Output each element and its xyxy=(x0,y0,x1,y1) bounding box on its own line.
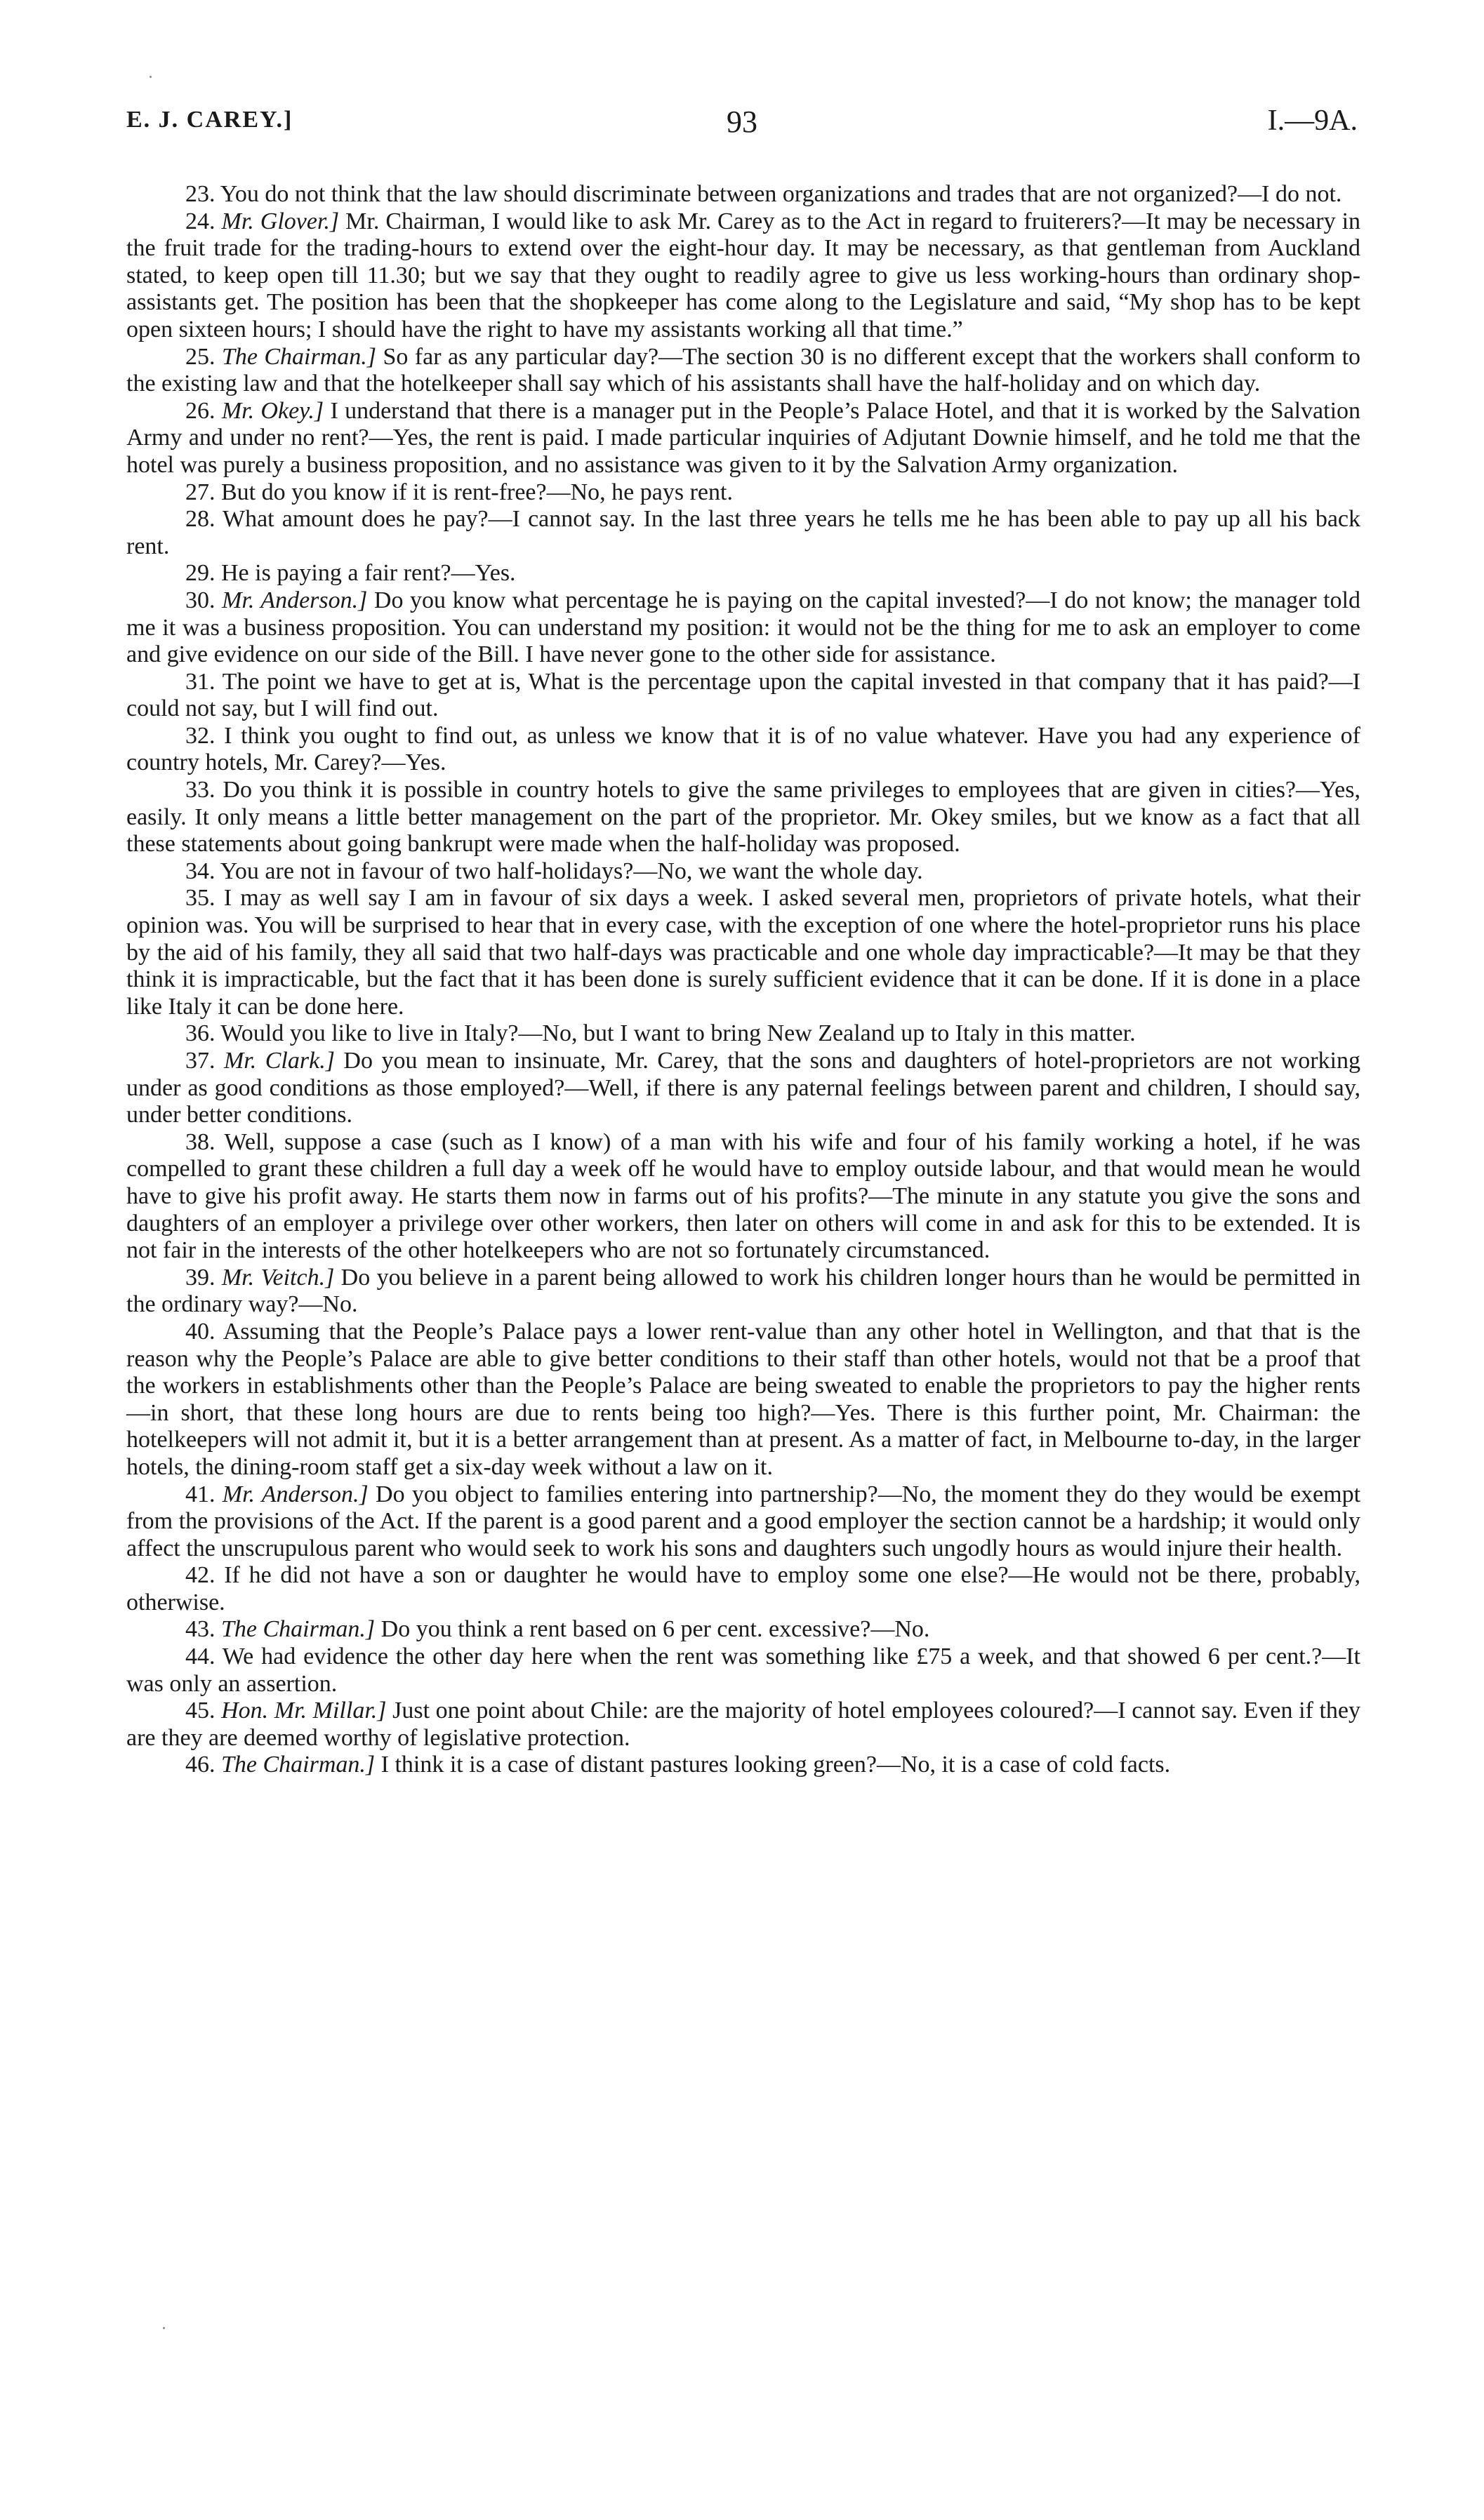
question-number: 36. xyxy=(185,1020,216,1047)
page-header xyxy=(126,107,1358,149)
page-number: 93 xyxy=(727,105,757,139)
question-paragraph xyxy=(126,1048,1360,1129)
question-text: The point we have to get at is, What is the percentage upon the capital invested in that company that it has paid?—I could not say, but I will find out. xyxy=(126,668,1360,722)
question-paragraph xyxy=(126,777,1360,858)
question-text: I may as well say I am in favour of six days a week. I asked several men, proprietors of private hotels, what their opinion was. You will be surprised to hear that in every case, with the exception of one where the hotel-proprietor runs his place by the aid of his family, they all said that two half-days was practicable and one whole day impracticable?—It may be that they think it is impracticable, but the fact that it has been done is surely sufficient evidence that it can be done. If it is done in a place like Italy it can be done here. xyxy=(126,885,1361,1020)
question-number: 24. xyxy=(185,208,216,234)
question-text: Do you believe in a parent being allowed to work his children longer hours than he would be permitted in the ordinary way?—No. xyxy=(126,1264,1361,1318)
question-text: I think you ought to find out, as unless we know that it is of no value whatever. Have you had any experience of country hotels, Mr. Carey?—Yes. xyxy=(126,722,1361,776)
question-number: 28. xyxy=(185,506,216,533)
question-number: 40. xyxy=(185,1318,216,1345)
question-paragraph xyxy=(126,1129,1360,1265)
question-number: 42. xyxy=(185,1562,216,1589)
question-paragraph xyxy=(126,723,1360,777)
question-number: 30. xyxy=(185,587,216,613)
speaker-name: Mr. Anderson.] xyxy=(222,1481,369,1507)
speaker-name: The Chairman.] xyxy=(221,1616,376,1643)
question-paragraph xyxy=(126,181,1360,208)
question-paragraph xyxy=(126,1265,1360,1319)
question-number: 29. xyxy=(185,560,216,587)
question-text: Just one point about Chile: are the majority of hotel employees coloured?—I cannot say. Even if they are they are deemed worthy of legislative protection. xyxy=(126,1698,1361,1751)
question-text: You are not in favour of two half-holidays?—No, we want the whole day. xyxy=(220,858,923,884)
speaker-name: Mr. Okey.] xyxy=(221,397,324,424)
question-number: 26. xyxy=(185,397,216,424)
question-paragraph xyxy=(126,1644,1360,1698)
question-paragraph xyxy=(126,587,1360,669)
question-text: Assuming that the People’s Palace pays a lower rent-value than any other hotel in Wellington, and that that is the reason why the People’s Palace are able to give better conditions to their staff than other hotels, would not that be a proof that the workers in establishments other than the People’s Palace are being sweated to enable the proprietors to pay the higher rents—in short, that these long hours are due to rents being too high?—Yes. There is this further point, Mr. Chairman: the hotelkeepers will not admit it, but it is a better arrangement than at present. As a matter of fact, in Melbourne to-day, in the larger hotels, the dining-room staff get a six-day week without a law on it. xyxy=(126,1318,1361,1480)
speaker-name: The Chairman.] xyxy=(221,343,377,370)
speaker-name: Mr. Glover.] xyxy=(221,208,340,234)
parliamentary-paper-ref: I.—9A. xyxy=(1267,105,1358,137)
question-text: Mr. Chairman, I would like to ask Mr. Carey as to the Act in regard to fruiterers?—It may be necessary in the fruit trade for the trading-hours to extend over the eight-hour day. It may be necessary, as that gentleman from Auckland stated, to keep open till 11.30; but we say that they ought to readily agree to give us less working-hours than ordinary shop-assistants get. The position has been that the shopkeeper has come along to the Legislature and said, “My shop has to be kept open sixteen hours; I should have the right to have my assistants working all that time.” xyxy=(126,208,1361,342)
question-paragraph xyxy=(126,344,1360,398)
question-paragraph xyxy=(126,1616,1360,1644)
scan-speck xyxy=(150,76,152,78)
question-number: 46. xyxy=(185,1752,216,1778)
question-text: Would you like to live in Italy?—No, but I want to bring New Zealand up to Italy in this matter. xyxy=(220,1020,1136,1047)
question-paragraph xyxy=(126,858,1360,886)
question-number: 33. xyxy=(185,777,216,804)
question-paragraph xyxy=(126,398,1360,479)
scan-speck xyxy=(163,2327,165,2329)
question-text: If he did not have a son or daughter he would have to employ some one else?—He would not be there, probably, otherwise. xyxy=(126,1562,1360,1615)
question-paragraph xyxy=(126,1752,1360,1779)
question-number: 38. xyxy=(185,1128,216,1155)
question-paragraph xyxy=(126,1020,1360,1048)
question-text: Well, suppose a case (such as I know) of a man with his wife and four of his family working a hotel, if he was compelled to grant these children a full day a week off he would have to employ outside labour, and that would mean he would have to give his profit away. He starts them now in farms out of his profits?—The minute in any statute you give the sons and daughters of an employer a privilege over other workers, then later on others will come in and ask for this to be extended. It is not fair in the interests of the other hotelkeepers who are not so fortunately circumstanced. xyxy=(126,1128,1360,1264)
question-text: Do you mean to insinuate, Mr. Carey, that the sons and daughters of hotel-proprietors are not working under as good conditions as those employed?—Well, if there is any paternal feelings between parent and children, I should say, under better conditions. xyxy=(126,1048,1361,1128)
question-text: Do you think a rent based on 6 per cent. excessive?—No. xyxy=(380,1616,930,1643)
question-number: 37. xyxy=(185,1048,216,1074)
question-text: We had evidence the other day here when the rent was something like £75 a week, and that showed 6 per cent.?—It was only an assertion. xyxy=(126,1644,1360,1697)
question-paragraph xyxy=(126,1698,1360,1752)
question-text: So far as any particular day?—The section 30 is no different except that the workers shall conform to the existing law and that the hotelkeeper shall say which of his assistants shall have the half-holiday and on which day. xyxy=(126,343,1361,397)
question-number: 41. xyxy=(185,1481,216,1507)
question-paragraph xyxy=(126,669,1360,723)
question-paragraph xyxy=(126,1319,1360,1481)
question-number: 31. xyxy=(185,668,216,695)
question-text: Do you think it is possible in country hotels to give the same privileges to employees that are given in cities?—Yes, easily. It only means a little better management on the part of the proprietor. Mr. Okey smiles, but we know as a fact that all these statements about going bankrupt were made when the half-holiday was proposed. xyxy=(126,777,1360,858)
question-number: 44. xyxy=(185,1644,216,1670)
question-paragraph xyxy=(126,506,1360,560)
evidence-body xyxy=(126,181,1360,1779)
speaker-name: The Chairman.] xyxy=(221,1752,376,1778)
speaker-name: Mr. Clark.] xyxy=(223,1048,335,1074)
question-text: I understand that there is a manager put in the People’s Palace Hotel, and that it is worked by the Salvation Army and under no rent?—Yes, the rent is paid. I made particular inquiries of Adjutant Downie himself, and he told me that the hotel was purely a business proposition, and no assistance was given to it by the Salvation Army organization. xyxy=(126,397,1361,478)
question-paragraph xyxy=(126,1562,1360,1616)
speaker-name: Mr. Anderson.] xyxy=(222,587,368,613)
question-number: 43. xyxy=(185,1616,216,1643)
speaker-name: Hon. Mr. Millar.] xyxy=(221,1698,387,1724)
question-text: What amount does he pay?—I cannot say. In the last three years he tells me he has been able to pay up all his back rent. xyxy=(126,506,1361,559)
question-number: 27. xyxy=(185,479,216,505)
question-paragraph xyxy=(126,479,1360,507)
question-number: 23. xyxy=(185,181,216,207)
question-number: 45. xyxy=(185,1698,216,1724)
question-number: 39. xyxy=(185,1264,216,1291)
witness-name: E. J. CAREY.] xyxy=(126,107,293,133)
question-number: 35. xyxy=(185,885,216,912)
question-number: 32. xyxy=(185,722,216,749)
question-text: He is paying a fair rent?—Yes. xyxy=(221,560,516,587)
question-number: 25. xyxy=(185,343,216,370)
question-text: Do you object to families entering into partnership?—No, the moment they do they would be exempt from the provisions of the Act. If the parent is a good parent and a good employer the section cannot be a hardship; it would only affect the unscrupulous parent who would seek to work his sons and daughters such ungodly hours as would injure their health. xyxy=(126,1481,1361,1561)
question-paragraph xyxy=(126,1481,1360,1563)
question-text: Do you know what percentage he is paying on the capital invested?—I do not know; the manager told me it was a business proposition. You can understand my position: it would not be the thing for me to ask an employer to come and give evidence on our side of the Bill. I have never gone to the other side for assistance. xyxy=(126,587,1360,668)
speaker-name: Mr. Veitch.] xyxy=(221,1264,335,1291)
question-paragraph xyxy=(126,885,1360,1020)
question-text: I think it is a case of distant pastures looking green?—No, it is a case of cold facts. xyxy=(380,1752,1171,1778)
question-paragraph xyxy=(126,208,1360,344)
question-text: You do not think that the law should discriminate between organizations and trades that are not organized?—I do not. xyxy=(220,181,1342,207)
question-paragraph xyxy=(126,560,1360,587)
question-number: 34. xyxy=(185,858,216,884)
question-text: But do you know if it is rent-free?—No, he pays rent. xyxy=(221,479,733,505)
